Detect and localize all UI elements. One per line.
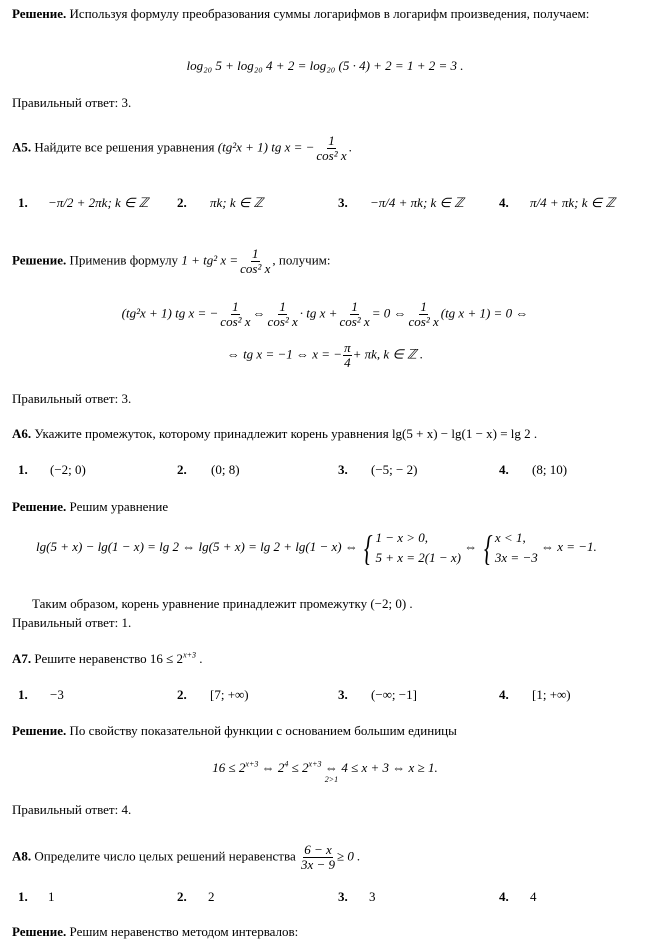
option-value: 1	[48, 889, 55, 904]
fraction: $\frac{6 - x}{3x - 9}$	[300, 842, 336, 872]
task-label: А6.	[12, 426, 32, 441]
option-number: 3.	[338, 687, 348, 702]
a5-solution-intro: Решение. Применив формулу 1 + tg² x = $\frac{1}{\text{cos² x}}$ , получим:	[12, 246, 331, 276]
answer-a5: Правильный ответ: 3.	[12, 391, 132, 406]
option-value: (−∞; −1]	[371, 687, 417, 702]
a8-solution-intro	[12, 924, 640, 940]
option-value: [7; +∞)	[210, 687, 249, 702]
option-value: −3	[50, 687, 64, 702]
option-value: 2	[208, 889, 215, 904]
system-1: { 1 − x > 0, 5 + x = 2(1 − x)	[363, 528, 461, 568]
fraction: $\frac{1}{\text{cos² x}}$	[316, 133, 347, 163]
solution-label: Решение.	[12, 252, 67, 268]
option-number: 4.	[499, 195, 509, 210]
solution-label: Решение.	[12, 723, 67, 738]
task-a8: А8. Определите число целых решений неравенства $\frac{6 - x}{3x - 9}$ ≥ 0 .	[12, 842, 361, 872]
solution-label: Решение.	[12, 924, 67, 939]
a8-options	[0, 889, 650, 909]
a5-equation-1: (tg²x + 1) tg x = − $\frac{1}{\text{cos² x}}$ ⇔ $\frac{1}{\text{cos² x}}$ · tg x + $\frac{1}{\text{cos² x}}$ = 0 ⇔ $\frac{1}{\text{cos² x}}$ (tg x + 1) = 0 ⇔	[121, 299, 529, 329]
a6-solution-intro	[12, 499, 640, 515]
task-a5: А5. Найдите все решения уравнения (tg²x + 1) tg x = − $\frac{1}{\text{cos² x}}$ .	[12, 133, 352, 163]
task-label: А7.	[12, 651, 32, 666]
answer-a6: Правильный ответ: 1.	[12, 615, 132, 630]
solution-text: Применив формулу	[69, 252, 179, 268]
option-number: 1.	[18, 889, 28, 904]
task-text: Укажите промежуток, которому принадлежит корень уравнения lg(5 + x) − lg(1 − x) = lg 2 .	[34, 426, 538, 441]
a5-equation-2: ⇔ tg x = −1 ⇔ x = − $\frac{\pi}{4}$ + πk, k ∈ ℤ .	[226, 340, 424, 370]
a7-solution-intro	[12, 723, 640, 739]
solution-label: Решение.	[12, 499, 67, 514]
answer-a7: Правильный ответ: 4.	[12, 802, 132, 817]
solution-text: Решим уравнение	[69, 499, 169, 514]
option-number: 3.	[338, 889, 348, 904]
solution-text: По свойству показательной функции с основанием большим единицы	[69, 723, 457, 738]
option-number: 4.	[499, 889, 509, 904]
option-value: 4	[530, 889, 537, 904]
solution-text: Решим неравенство методом интервалов:	[69, 924, 299, 939]
option-number: 2.	[177, 195, 187, 210]
option-number: 2.	[177, 462, 187, 477]
option-number: 2.	[177, 889, 187, 904]
option-value: −π/4 + πk; k ∈ ℤ	[370, 195, 464, 210]
option-number: 1.	[18, 687, 28, 702]
option-number: 4.	[499, 687, 509, 702]
option-number: 1.	[18, 462, 28, 477]
solution-text: Используя формулу преобразования суммы логарифмов в логарифм произведения, получаем:	[69, 6, 590, 21]
a7-equation: $16 \le 2^{x+3}$ ⇔ $2^4 \le 2^{x+3}$ ⇔ 2>1 4 ≤ x + 3 ⇔ x ≥ 1.	[212, 759, 438, 785]
option-number: 4.	[499, 462, 509, 477]
equivalence-condition: ⇔ 2>1	[324, 760, 339, 785]
system-2: { x < 1, 3x = −3	[483, 528, 538, 568]
task-text: Решите неравенство 16 ≤ 2	[34, 651, 184, 666]
task-a7: А7. Решите неравенство $16 \le 2^{x+3}$ .	[12, 650, 203, 666]
a6-options	[0, 462, 650, 482]
option-value: (−5; − 2)	[371, 462, 418, 477]
option-value: −π/2 + 2πk; k ∈ ℤ	[48, 195, 149, 210]
option-value: (−2; 0)	[50, 462, 86, 477]
task-label: А8.	[12, 848, 32, 864]
fraction: $\frac{1}{\text{cos² x}}$	[240, 246, 271, 276]
solution-label: Решение.	[12, 6, 67, 21]
answer-1: Правильный ответ: 3.	[12, 95, 132, 110]
option-value: πk; k ∈ ℤ	[210, 195, 264, 210]
option-number: 3.	[338, 462, 348, 477]
task-equation: (tg²x + 1) tg x = −	[217, 139, 315, 155]
a6-equation: lg(5 + x) − lg(1 − x) = lg 2 ⇔ lg(5 + x) = lg 2 + lg(1 − x) ⇔ { 1 − x > 0, 5 + x = 2(1 − x) ⇔ { x < 1, 3x = −3 ⇔ x = −1.	[36, 528, 597, 568]
task-label: А5.	[12, 139, 32, 155]
a5-options	[0, 195, 650, 215]
option-value: (8; 10)	[532, 462, 568, 477]
option-value: [1; +∞)	[532, 687, 571, 702]
a6-conclusion: Таким образом, корень уравнение принадлежит промежутку (−2; 0) .	[32, 596, 413, 611]
task-text: Найдите все решения уравнения	[34, 139, 215, 155]
option-value: (0; 8)	[211, 462, 240, 477]
option-number: 3.	[338, 195, 348, 210]
option-number: 1.	[18, 195, 28, 210]
solution-intro	[12, 6, 640, 22]
task-a6	[12, 426, 640, 442]
task-text: Определите число целых решений неравенства	[34, 848, 296, 864]
option-value: π/4 + πk; k ∈ ℤ	[530, 195, 616, 210]
a7-options	[0, 687, 650, 707]
option-value: 3	[369, 889, 376, 904]
option-number: 2.	[177, 687, 187, 702]
equation-log: log₂₀ 5 + log₂₀ 4 + 2 = log₂₀ (5 · 4) + 2 = 1 + 2 = 3 .	[186, 58, 464, 73]
